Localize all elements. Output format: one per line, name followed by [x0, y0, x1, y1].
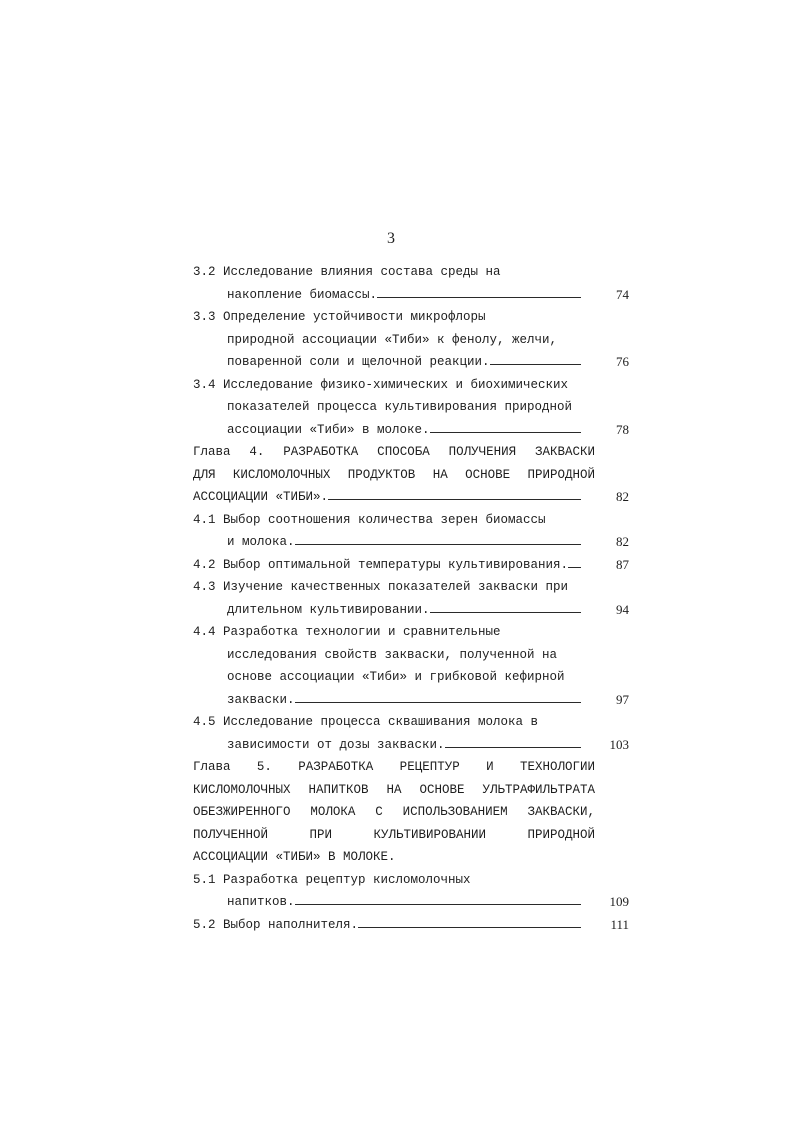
toc-entry-3-3[interactable]: [193, 306, 633, 374]
toc-line-text: Глава 4. РАЗРАБОТКА СПОСОБА ПОЛУЧЕНИЯ ЗАКВАСКИ: [193, 445, 595, 459]
toc-line: [193, 644, 633, 667]
toc-line-text: ПОЛУЧЕННОЙ ПРИ КУЛЬТИВИРОВАНИИ ПРИРОДНОЙ: [193, 827, 595, 842]
toc-line: [193, 486, 633, 509]
toc-line: [193, 734, 633, 757]
toc-entry-4-2[interactable]: [193, 554, 633, 577]
toc-page-number: 109: [609, 894, 629, 909]
toc-line-text: накопление биомассы.: [227, 287, 378, 302]
toc-line: [193, 689, 633, 712]
toc-entry-5-2[interactable]: [193, 914, 633, 937]
toc-line: [193, 914, 633, 937]
toc-line: [193, 306, 633, 329]
toc-page-number: 76: [616, 354, 629, 369]
toc-line-text: АССОЦИАЦИИ «ТИБИ» В МОЛОКЕ.: [193, 850, 396, 864]
toc-line-text: длительном культивировании.: [227, 602, 430, 617]
toc-line-text: 5.1 Разработка рецептур кисломолочных: [193, 872, 471, 887]
toc-entry-3-2[interactable]: [193, 261, 633, 306]
toc-line-text: ДЛЯ КИСЛОМОЛОЧНЫХ ПРОДУКТОВ НА ОСНОВЕ ПРИРОДНОЙ: [193, 467, 595, 482]
toc-page-number: 74: [616, 286, 629, 302]
toc-line-text: АССОЦИАЦИИ «ТИБИ».: [193, 490, 329, 504]
toc-line-text: показателей процесса культивирования природной: [227, 400, 573, 414]
toc-line-text: 3.3 Определение устойчивости микрофлоры: [193, 310, 486, 324]
toc-line: [193, 531, 633, 554]
toc-line: [193, 824, 595, 847]
toc-line-text: КИСЛОМОЛОЧНЫХ НАПИТКОВ НА ОСНОВЕ УЛЬТРАФИЛЬТРАТА: [193, 782, 595, 797]
toc-line-text: напитков.: [227, 895, 295, 909]
toc-line: [193, 284, 633, 307]
toc-page-number: 78: [616, 421, 629, 437]
toc-entry-5-1[interactable]: [193, 869, 633, 914]
leader-line: [328, 487, 581, 500]
toc-line: [193, 554, 633, 577]
toc-entry-3-4[interactable]: [193, 374, 633, 442]
toc-line: [193, 711, 633, 734]
leader-line: [377, 285, 581, 298]
toc-line-text: 5.2 Выбор наполнителя.: [193, 917, 359, 932]
toc-line: [193, 351, 633, 374]
toc-line: [193, 756, 595, 779]
toc-line-text: 4.2 Выбор оптимальной температуры культивирования.: [193, 557, 569, 572]
toc-line: [193, 464, 595, 487]
toc-line: [193, 261, 633, 284]
toc-line-text: 3.4 Исследование физико-химических и биохимических: [193, 377, 569, 392]
toc-entry-4-4[interactable]: [193, 621, 633, 711]
toc-page-number: 82: [616, 534, 629, 549]
toc-line: [193, 329, 633, 352]
toc-line: [193, 419, 633, 442]
toc-line: [193, 846, 633, 869]
leader-line: [430, 600, 581, 613]
leader-line: [430, 420, 581, 433]
toc-entry-4-1[interactable]: [193, 509, 633, 554]
toc-line-text: 4.3 Изучение качественных показателей закваски при: [193, 580, 569, 594]
toc-line: [193, 576, 633, 599]
toc-page-number: 82: [616, 489, 629, 504]
toc-line-text: ОБЕЗЖИРЕННОГО МОЛОКА С ИСПОЛЬЗОВАНИЕМ ЗАКВАСКИ,: [193, 805, 595, 819]
toc-line-text: поваренной соли и щелочной реакции.: [227, 355, 490, 369]
toc-line-text: ассоциации «Тиби» в молоке.: [227, 422, 430, 437]
toc-line: [193, 666, 633, 689]
toc-page-number: 94: [616, 601, 629, 617]
toc-line-text: закваски.: [227, 692, 295, 707]
leader-line: [358, 915, 581, 928]
toc-page-number: 103: [609, 736, 629, 752]
toc-line: [193, 621, 633, 644]
toc-line: [193, 509, 633, 532]
toc-line-text: и молока.: [227, 535, 295, 549]
toc-entry-4-5[interactable]: [193, 711, 633, 756]
leader-line: [490, 352, 581, 365]
toc-line: [193, 599, 633, 622]
toc-line-text: 3.2 Исследование влияния состава среды на: [193, 265, 501, 279]
toc-line-text: зависимости от дозы закваски.: [227, 737, 445, 752]
toc-line: [193, 869, 633, 892]
toc-entry-ch-4[interactable]: [193, 441, 633, 509]
leader-line: [295, 892, 581, 905]
toc-line-text: природной ассоциации «Тиби» к фенолу, желчи,: [227, 332, 558, 347]
leader-line: [295, 532, 581, 545]
toc-line: [193, 801, 595, 824]
toc-line: [193, 441, 595, 464]
toc-line-text: 4.4 Разработка технологии и сравнительные: [193, 625, 501, 639]
table-of-contents: [193, 261, 633, 936]
leader-line: [568, 555, 581, 568]
page-number: 3: [387, 230, 395, 247]
toc-line: [193, 374, 633, 397]
toc-line-text: 4.1 Выбор соотношения количества зерен биомассы: [193, 512, 546, 527]
toc-line: [193, 779, 595, 802]
toc-page-number: 111: [610, 916, 629, 932]
toc-entry-ch-5[interactable]: [193, 756, 633, 869]
toc-line: [193, 891, 633, 914]
toc-line-text: исследования свойств закваски, полученной на: [227, 647, 558, 662]
leader-line: [445, 735, 581, 748]
toc-page-number: 87: [616, 556, 629, 572]
toc-page-number: 97: [616, 691, 629, 707]
toc-line-text: Глава 5. РАЗРАБОТКА РЕЦЕПТУР И ТЕХНОЛОГИИ: [193, 760, 595, 774]
toc-line: [193, 396, 633, 419]
toc-line-text: 4.5 Исследование процесса сквашивания молока в: [193, 715, 539, 729]
toc-entry-4-3[interactable]: [193, 576, 633, 621]
leader-line: [295, 690, 581, 703]
toc-line-text: основе ассоциации «Тиби» и грибковой кефирной: [227, 670, 565, 684]
